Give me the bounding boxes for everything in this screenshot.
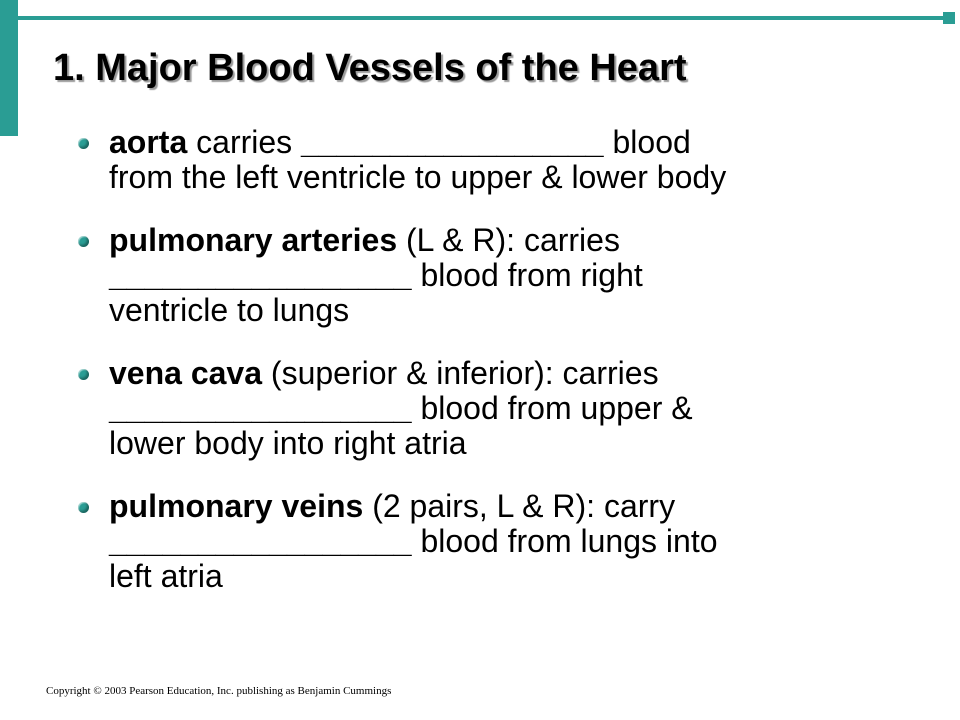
- bullet-line: [109, 524, 935, 559]
- answer-blank: _________________: [301, 124, 604, 160]
- bullet-dot-icon: [78, 502, 89, 513]
- bullet-text: (L & R): carries: [397, 222, 620, 258]
- bullet-dot-icon: [78, 369, 89, 380]
- bullet-line: from the left ventricle to upper & lower body: [109, 159, 727, 195]
- accent-corner-square: [943, 12, 955, 24]
- bullet-text: (superior & inferior): carries: [262, 355, 659, 391]
- bullet-line: [109, 258, 935, 293]
- bullet-text: carries: [187, 124, 302, 160]
- accent-top-rule: [18, 16, 951, 20]
- accent-vertical-bar: [0, 0, 18, 136]
- bullet-item-pulmonary-arteries: [75, 223, 935, 328]
- bullet-line: [109, 223, 935, 258]
- bullet-dot-icon: [78, 138, 89, 149]
- bullet-item-vena-cava: [75, 356, 935, 461]
- answer-blank: _________________: [109, 257, 412, 293]
- bullet-dot-icon: [78, 236, 89, 247]
- bullet-term: pulmonary veins: [109, 488, 364, 524]
- bullet-term: pulmonary arteries: [109, 222, 398, 258]
- bullet-text: blood from upper &: [411, 390, 693, 426]
- slide-title: 1. Major Blood Vessels of the Heart: [53, 47, 687, 89]
- bullet-line: [109, 356, 935, 391]
- bullet-line: [109, 489, 935, 524]
- bullet-term: vena cava: [109, 355, 263, 391]
- bullet-text: (2 pairs, L & R): carry: [363, 488, 676, 524]
- bullet-line: left atria: [109, 558, 223, 594]
- bullet-line: [109, 391, 935, 426]
- bullet-text: blood from lungs into: [411, 523, 718, 559]
- copyright-notice: Copyright © 2003 Pearson Education, Inc. publishing as Benjamin Cummings: [46, 685, 392, 697]
- bullet-line: [109, 125, 935, 160]
- bullet-text: blood: [603, 124, 691, 160]
- answer-blank: _________________: [109, 523, 412, 559]
- bullet-list: [75, 125, 935, 622]
- bullet-line: lower body into right atria: [109, 425, 467, 461]
- bullet-term: aorta: [109, 124, 188, 160]
- bullet-line: ventricle to lungs: [109, 292, 350, 328]
- bullet-item-pulmonary-veins: [75, 489, 935, 594]
- bullet-text: blood from right: [411, 257, 643, 293]
- answer-blank: _________________: [109, 390, 412, 426]
- bullet-item-aorta: [75, 125, 935, 195]
